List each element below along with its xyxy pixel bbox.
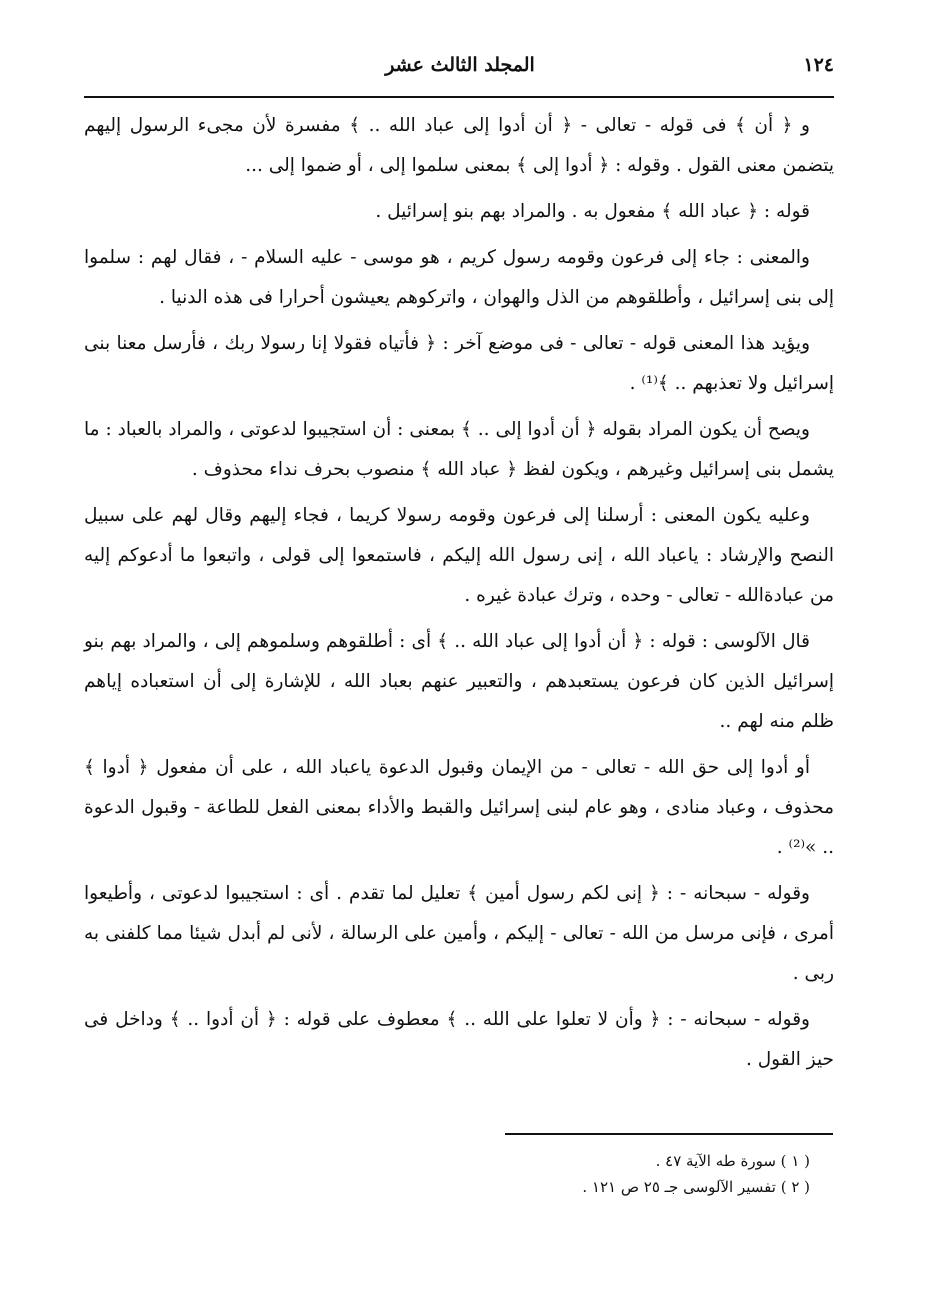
paragraph: والمعنى : جاء إلى فرعون وقومه رسول كريم ، هو موسى - عليه السلام - ، فقال لهم : سلموا إلى بنى إسرائيل ، وأطلقوهم من الذل والهوان ، واتركوهم يعيشون أحرارا فى هذه الدنيا .: [84, 247, 834, 308]
page-header: [86, 54, 834, 94]
paragraph: أو أدوا إلى حق الله - تعالى - من الإيمان وقبول الدعوة ياعباد الله ، على أن مفعول ﴿ أدوا ﴾ محذوف ، وعباد منادى ، وهو عام لبنى إسرائيل والقبط والأداء بمعنى الفعل للطاعة - وقبول الدعوة .. »⁽²⁾ .: [84, 757, 834, 858]
page-number: ١٢٤: [803, 54, 834, 76]
paragraph: و ﴿ أن ﴾ فى قوله - تعالى - ﴿ أن أدوا إلى عباد الله .. ﴾ مفسرة لأن مجىء الرسول إليهم يتضمن معنى القول . وقوله : ﴿ أدوا إلى ﴾ بمعنى سلموا إلى ، أو ضموا إلى ...: [84, 115, 834, 176]
header-rule: [84, 96, 834, 98]
paragraph: ويصح أن يكون المراد بقوله ﴿ أن أدوا إلى .. ﴾ بمعنى : أن استجيبوا لدعوتى ، والمراد بالعباد : ما يشمل بنى إسرائيل وغيرهم ، ويكون لفظ ﴿ عباد الله ﴾ منصوب بحرف نداء محذوف .: [84, 419, 834, 480]
body-text: [84, 106, 834, 1086]
paragraph: قال الآلوسى : قوله : ﴿ أن أدوا إلى عباد الله .. ﴾ أى : أطلقوهم وسلموهم إلى ، والمراد بهم بنو إسرائيل الذين كان فرعون يستعبدهم ، والتعبير عنهم بعباد الله ، للإشارة إلى أن استعباده إياهم ظلم منه لهم ..: [84, 631, 834, 732]
paragraph: وعليه يكون المعنى : أرسلنا إلى فرعون وقومه رسولا كريما ، فجاء إليهم وقال لهم على سبيل النصح والإرشاد : ياعباد الله ، إنى رسول الله إليكم ، فاستمعوا إلى قولى ، واتبعوا ما أدعوكم إليه من عبادةالله - تعالى - وحده ، وترك عبادة غيره .: [84, 505, 834, 606]
footnote: ( ٢ ) تفسير الآلوسى جـ ٢٥ ص ١٢١ .: [582, 1178, 810, 1196]
footnote-rule: [505, 1133, 833, 1135]
paragraph: وقوله - سبحانه - : ﴿ إنى لكم رسول أمين ﴾ تعليل لما تقدم . أى : استجيبوا لدعوتى ، وأطيعوا أمرى ، فإنى مرسل من الله - تعالى - إليكم ، وأمين على الرسالة ، لأنى لم أبدل شيئا مما كلفنى به ربى .: [84, 883, 834, 984]
paragraph: وقوله - سبحانه - : ﴿ وأن لا تعلوا على الله .. ﴾ معطوف على قوله : ﴿ أن أدوا .. ﴾ وداخل فى حيز القول .: [84, 1009, 834, 1070]
footnote: ( ١ ) سورة طه الآية ٤٧ .: [655, 1152, 810, 1170]
footnotes: [210, 1148, 810, 1200]
paragraph: قوله : ﴿ عباد الله ﴾ مفعول به . والمراد بهم بنو إسرائيل .: [375, 201, 810, 222]
paragraph: ويؤيد هذا المعنى قوله - تعالى - فى موضع آخر : ﴿ فأتياه فقولا إنا رسولا ربك ، فأرسل معنا بنى إسرائيل ولا تعذبهم .. ﴾⁽¹⁾ .: [84, 333, 834, 394]
running-title: المجلد الثالث عشر: [385, 54, 535, 76]
